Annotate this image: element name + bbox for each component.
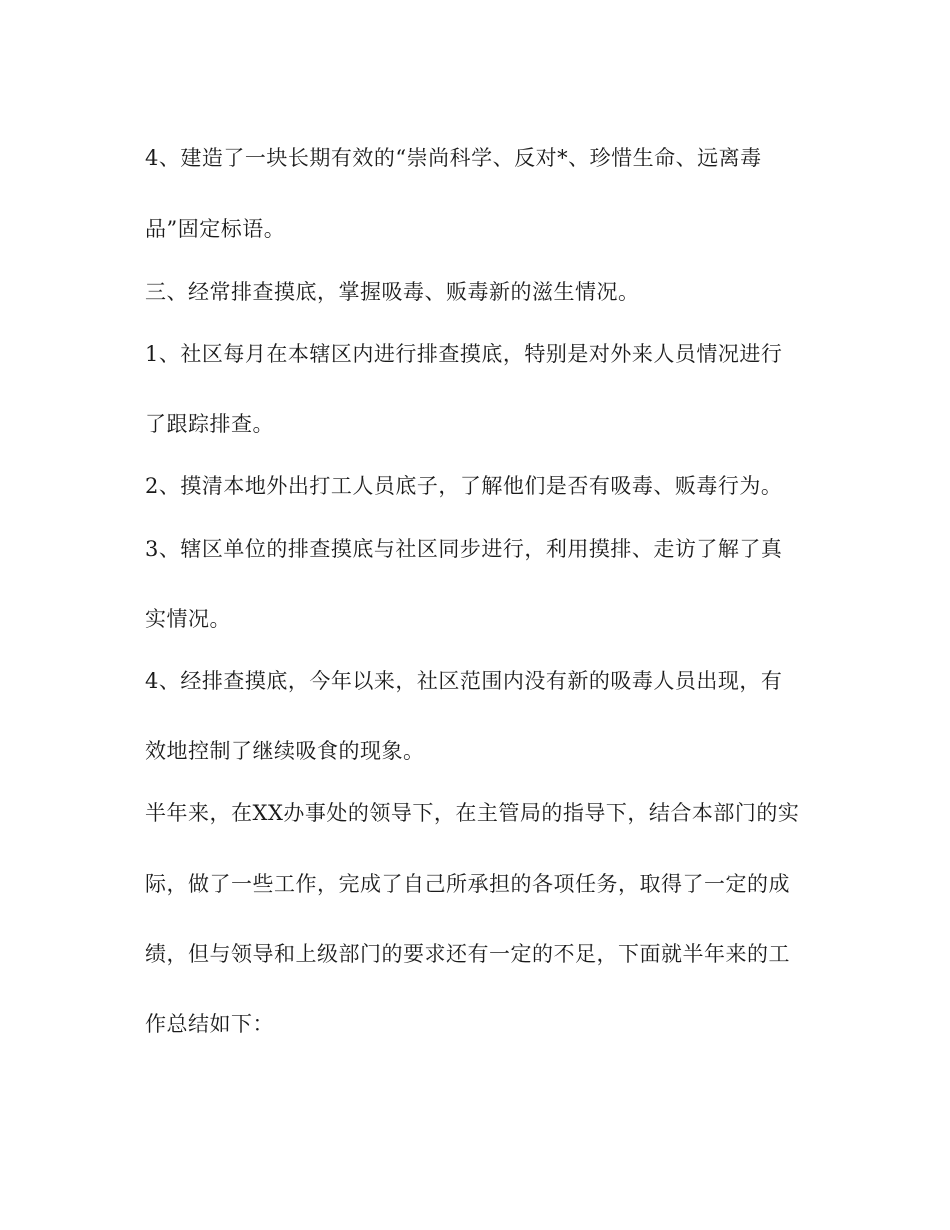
text-line: 了跟踪排查。 bbox=[145, 412, 274, 436]
text-line: 效地控制了继续吸食的现象。 bbox=[145, 739, 425, 763]
text-line: 三、经常排查摸底，掌握吸毒、贩毒新的滋生情况。 bbox=[145, 280, 640, 304]
text-line: 1、社区每月在本辖区内进行排查摸底，特别是对外来人员情况进行 bbox=[145, 342, 783, 366]
text-line: 2、摸清本地外出打工人员底子，了解他们是否有吸毒、贩毒行为。 bbox=[145, 474, 783, 498]
text-line: 4、建造了一块长期有效的“崇尚科学、反对*、珍惜生命、远离毒 bbox=[145, 146, 762, 170]
text-line: 3、辖区单位的排查摸底与社区同步进行，利用摸排、走访了解了真 bbox=[145, 537, 783, 561]
text-line: 绩，但与领导和上级部门的要求还有一定的不足，下面就半年来的工 bbox=[145, 942, 790, 966]
text-line: 实情况。 bbox=[145, 607, 231, 631]
text-line: 际，做了一些工作，完成了自己所承担的各项任务，取得了一定的成 bbox=[145, 872, 790, 896]
text-line: 4、经排查摸底，今年以来，社区范围内没有新的吸毒人员出现，有 bbox=[145, 669, 783, 693]
text-line: 作总结如下： bbox=[145, 1012, 274, 1036]
text-line: 半年来，在XX办事处的领导下，在主管局的指导下，结合本部门的实 bbox=[145, 801, 800, 825]
text-line: 品”固定标语。 bbox=[145, 217, 286, 241]
